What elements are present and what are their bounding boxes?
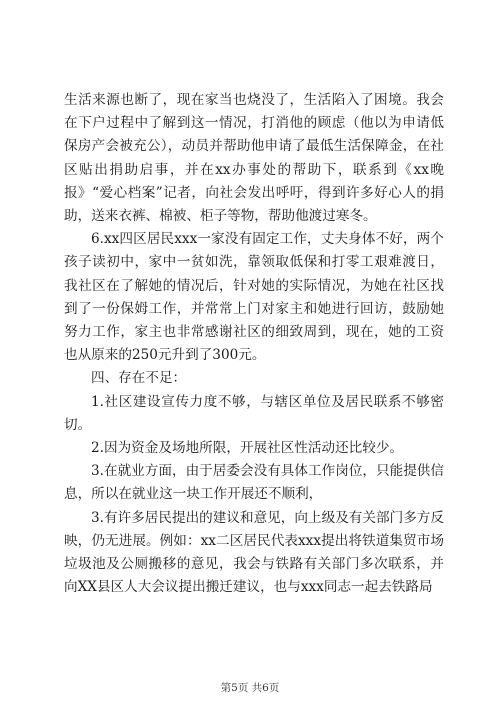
paragraph-7: 3.有许多居民提出的建议和意见，向上级及有关部门多方反映，仍无进展。例如：xx二区居民代表xxx提出将铁道集贸市场垃圾池及公厕搬移的意见，我会与铁路有关部门多次联系，并向XX县区人大会议提出搬迁建议，也与xxx同志一起去铁路局: [64, 509, 444, 596]
section-heading: 四、存在不足：: [91, 370, 187, 387]
paragraph-5: 2.因为资金及场地所限，开展社区性活动还比较少。: [91, 440, 404, 457]
paragraph-1: 生活来源也断了，现在家当也烧没了，生活陷入了困境。我会在下户过程中了解到这一情况，打消他的顾虑（他以为申请低保房产会被充公），动员并帮助他申请了最低生活保障金，在社区贴出捐助启事，并在xx办事处的帮助下，联系到《xx晚报》“爱心档案”记者，向社会发出呼吁，得到许多好心人的捐助，送来衣裤、棉被、柜子等物，帮助他渡过寒冬。: [64, 92, 444, 225]
paragraph-6: 3.在就业方面，由于居委会没有具体工作岗位，只能提供信息，所以在就业这一块工作开展还不顺利，: [64, 463, 444, 503]
paragraph-4: 1.社区建设宣传力度不够，与辖区单位及居民联系不够密切。: [64, 393, 444, 433]
paragraph-2: 6.xx四区居民xxx一家没有固定工作，丈夫身体不好，两个孩子读初中，家中一贫如洗，靠领取低保和打零工艰难渡日，我社区在了解她的情况后，针对她的实际情况，为她在社区找到了一份保姆工作，并常常上门对家主和她进行回访，鼓励她努力工作，家主也非常感谢社区的细致周到，现在，她的工资也从原来的250元升到了300元。: [64, 231, 444, 364]
document-body: [64, 89, 444, 599]
page-number-footer: 第5页 共6页: [220, 682, 280, 694]
